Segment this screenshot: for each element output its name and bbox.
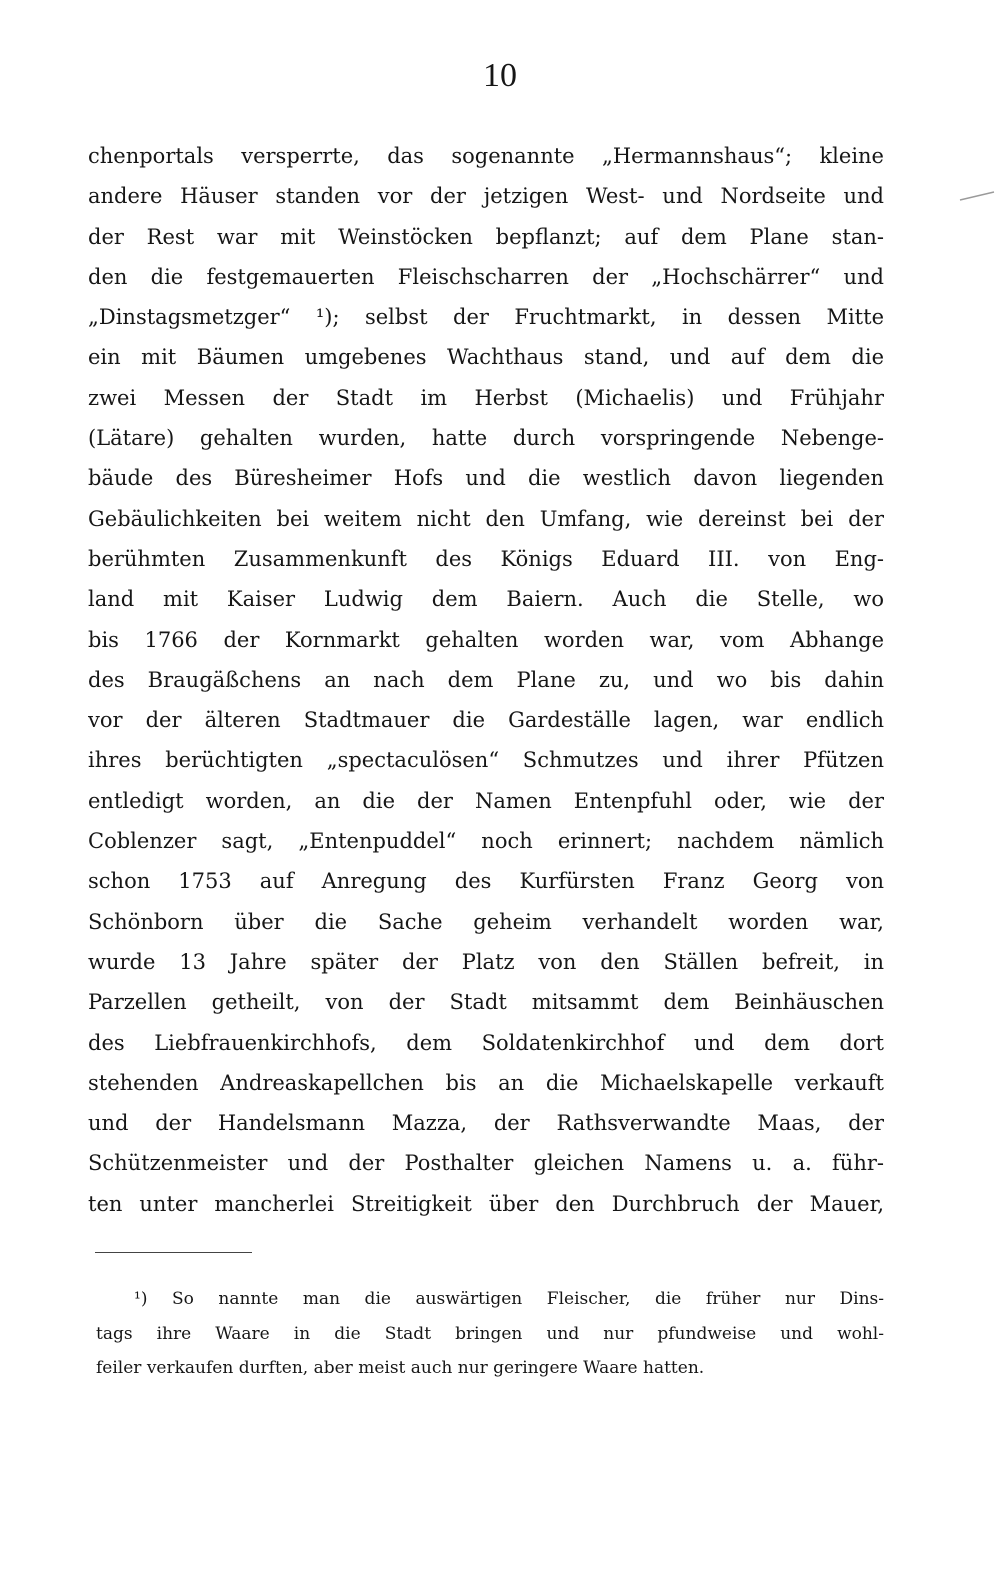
text-line: berühmten Zusammenkunft des Königs Eduard III. von Eng-: [88, 546, 884, 571]
text-line: und der Handelsmann Mazza, der Rathsverwandte Maas, der: [88, 1111, 884, 1136]
text-line: bis 1766 der Kornmarkt gehalten worden war, vom Abhange: [88, 627, 884, 652]
text-line: Schönborn über die Sache geheim verhandelt worden war,: [88, 909, 884, 934]
text-line: entledigt worden, an die der Namen Entenpfuhl oder, wie der: [88, 788, 884, 813]
text-line: chenportals versperrte, das sogenannte „Hermannshaus“; kleine: [88, 144, 884, 168]
text-line: stehenden Andreaskapellchen bis an die Michaelskapelle verkauft: [88, 1070, 884, 1095]
text-line: land mit Kaiser Ludwig dem Baiern. Auch die Stelle, wo: [88, 587, 884, 612]
text-line: wurde 13 Jahre später der Platz von den Ställen befreit, in: [88, 949, 884, 974]
text-line: vor der älteren Stadtmauer die Gardeställe lagen, war endlich: [88, 708, 884, 733]
text-line: den die festgemauerten Fleischscharren der „Hochschärrer“ und: [88, 264, 884, 289]
text-line: des Braugäßchens an nach dem Plane zu, und wo bis dahin: [88, 667, 884, 692]
text-line: Gebäulichkeiten bei weitem nicht den Umfang, wie dereinst bei der: [88, 506, 884, 531]
text-line: ten unter mancherlei Streitigkeit über den Durchbruch der Mauer,: [88, 1191, 884, 1216]
text-line: des Liebfrauenkirchhofs, dem Soldatenkirchhof und dem dort: [88, 1030, 884, 1055]
footnotes: [96, 1282, 884, 1386]
text-line: ein mit Bäumen umgebenes Wachthaus stand, und auf dem die: [88, 345, 884, 370]
text-line: Schützenmeister und der Posthalter gleichen Namens u. a. führ-: [88, 1151, 884, 1176]
body-text: [88, 136, 884, 1224]
text-line: schon 1753 auf Anregung des Kurfürsten Franz Georg von: [88, 869, 884, 894]
text-line: Coblenzer sagt, „Entenpuddel“ noch erinnert; nachdem nämlich: [88, 829, 884, 854]
text-line: (Lätare) gehalten wurden, hatte durch vorspringende Nebenge-: [88, 426, 884, 451]
footnote-separator: [95, 1252, 252, 1253]
page-number: 10: [483, 57, 517, 94]
text-line: ihres berüchtigten „spectaculösen“ Schmutzes und ihrer Pfützen: [88, 748, 884, 773]
text-line: andere Häuser standen vor der jetzigen West- und Nordseite und: [88, 184, 884, 209]
text-line: zwei Messen der Stadt im Herbst (Michaelis) und Frühjahr: [88, 385, 884, 410]
footnote-line: tags ihre Waare in die Stadt bringen und nur pfundweise und wohl-: [96, 1323, 884, 1344]
margin-pencil-mark: [958, 188, 998, 208]
text-line: „Dinstagsmetzger“ ¹); selbst der Fruchtmarkt, in dessen Mitte: [88, 305, 884, 330]
footnote-line: feiler verkaufen durften, aber meist auch nur geringere Waare hatten.: [96, 1358, 705, 1378]
text-line: Parzellen getheilt, von der Stadt mitsammt dem Beinhäuschen: [88, 990, 884, 1015]
footnote-line: ¹) So nannte man die auswärtigen Fleischer, die früher nur Dins-: [134, 1289, 884, 1309]
text-line: bäude des Büresheimer Hofs und die westlich davon liegenden: [88, 466, 884, 491]
text-line: der Rest war mit Weinstöcken bepflanzt; auf dem Plane stan-: [88, 224, 884, 249]
